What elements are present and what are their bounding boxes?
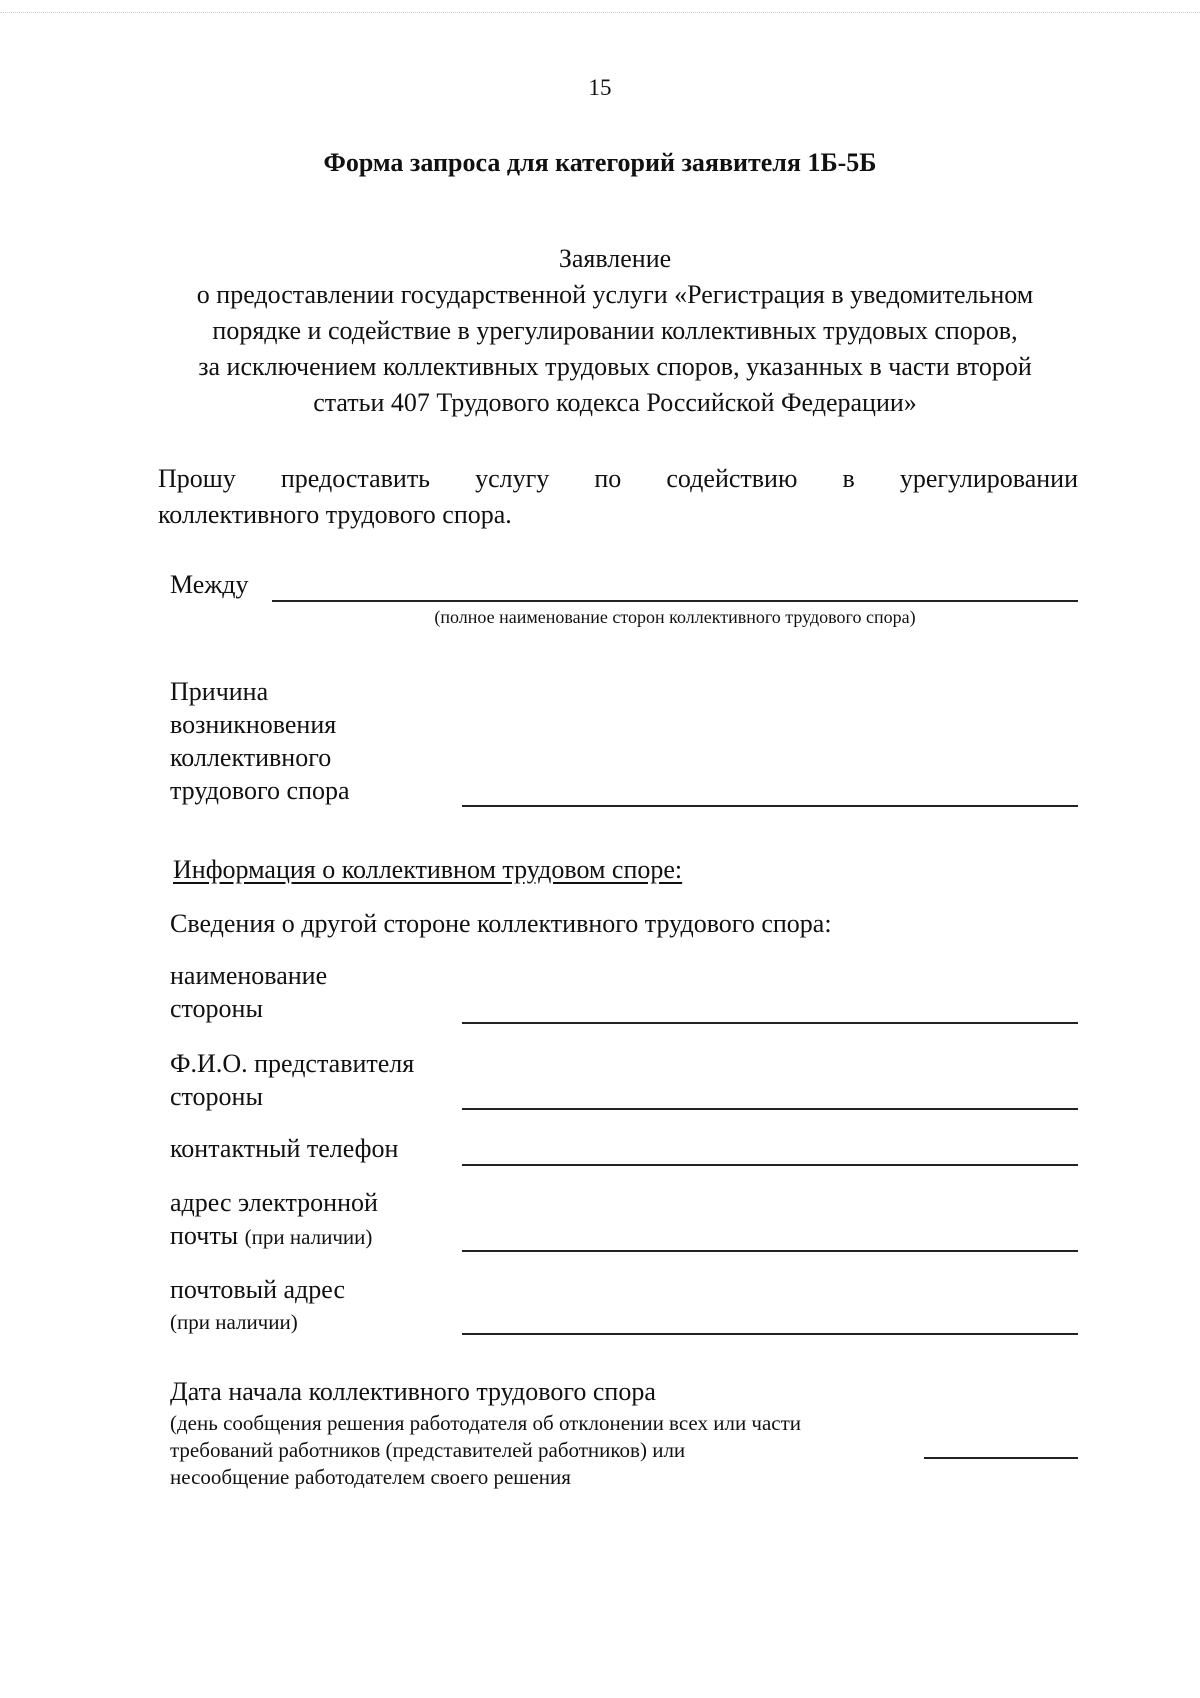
start-date-note-line: несообщение работодателем своего решения (170, 1465, 571, 1489)
info-section-heading: Информация о коллективном трудовом споре: (173, 855, 683, 884)
representative-label-line: стороны (170, 1082, 263, 1111)
reason-label-line: трудового спора (170, 776, 350, 805)
reason-label (170, 675, 350, 807)
statement-line: за исключением коллективных трудовых споров, указанных в части второй (198, 352, 1032, 381)
between-field-line[interactable] (272, 600, 1078, 602)
request-word: предоставить (280, 464, 431, 493)
start-date-note-line: (день сообщения решения работодателя об отклонении всех или части (170, 1411, 802, 1435)
reason-label-line: коллективного (170, 743, 332, 772)
representative-label-line: Ф.И.О. представителя (170, 1049, 415, 1078)
start-date-label: Дата начала коллективного трудового спора (170, 1377, 656, 1406)
request-line-1 (158, 461, 1078, 497)
statement-heading: Заявление (558, 244, 672, 273)
postal-address-label-note: (при наличии) (170, 1310, 298, 1334)
start-date-note-line: требований работников (представителей работников) или (170, 1438, 686, 1462)
postal-address-label (170, 1273, 345, 1339)
statement-title-block (130, 241, 1100, 421)
email-label-line (170, 1219, 378, 1254)
representative-field-line[interactable] (462, 1108, 1078, 1110)
request-line-2: коллективного трудового спора. (158, 500, 512, 529)
phone-label: контактный телефон (170, 1134, 399, 1163)
party-name-label-line: стороны (170, 994, 263, 1023)
statement-line: порядке и содействие в урегулировании коллективных трудовых споров, (212, 316, 1018, 345)
request-word: урегулировании (899, 464, 1078, 493)
request-word: в (842, 464, 855, 493)
request-paragraph (158, 461, 1078, 533)
phone-field-line[interactable] (462, 1164, 1078, 1166)
scan-top-edge (0, 12, 1200, 13)
start-date-field-line[interactable] (924, 1457, 1078, 1459)
between-field-caption: (полное наименование сторон коллективного трудового спора) (434, 607, 916, 627)
request-word: Прошу (158, 464, 236, 493)
email-label-note: (при наличии) (244, 1225, 373, 1249)
email-label-main: почты (170, 1221, 239, 1250)
party-name-field-line[interactable] (462, 1022, 1078, 1024)
between-label: Между (170, 570, 249, 599)
postal-address-label-line: почтовый адрес (170, 1275, 345, 1304)
page-number: 15 (588, 75, 612, 100)
email-field-line[interactable] (462, 1250, 1078, 1252)
email-label (170, 1186, 378, 1254)
reason-field-line[interactable] (462, 805, 1078, 807)
statement-line: о предоставлении государственной услуги «Регистрация в уведомительном (196, 280, 1034, 309)
email-label-line: адрес электронной (170, 1188, 378, 1217)
request-word: услугу (475, 464, 550, 493)
request-word: содействию (666, 464, 798, 493)
start-date-note (170, 1410, 801, 1491)
other-party-heading: Сведения о другой стороне коллективного трудового спора: (170, 909, 832, 938)
statement-line: статьи 407 Трудового кодекса Российской Федерации» (313, 388, 917, 417)
form-title: Форма запроса для категорий заявителя 1Б-5Б (323, 148, 877, 177)
request-word: по (594, 464, 622, 493)
reason-label-line: возникновения (170, 710, 337, 739)
party-name-label-line: наименование (170, 961, 328, 990)
postal-address-field-line[interactable] (462, 1333, 1078, 1335)
representative-label (170, 1047, 414, 1113)
reason-label-line: Причина (170, 677, 269, 706)
party-name-label (170, 959, 327, 1025)
